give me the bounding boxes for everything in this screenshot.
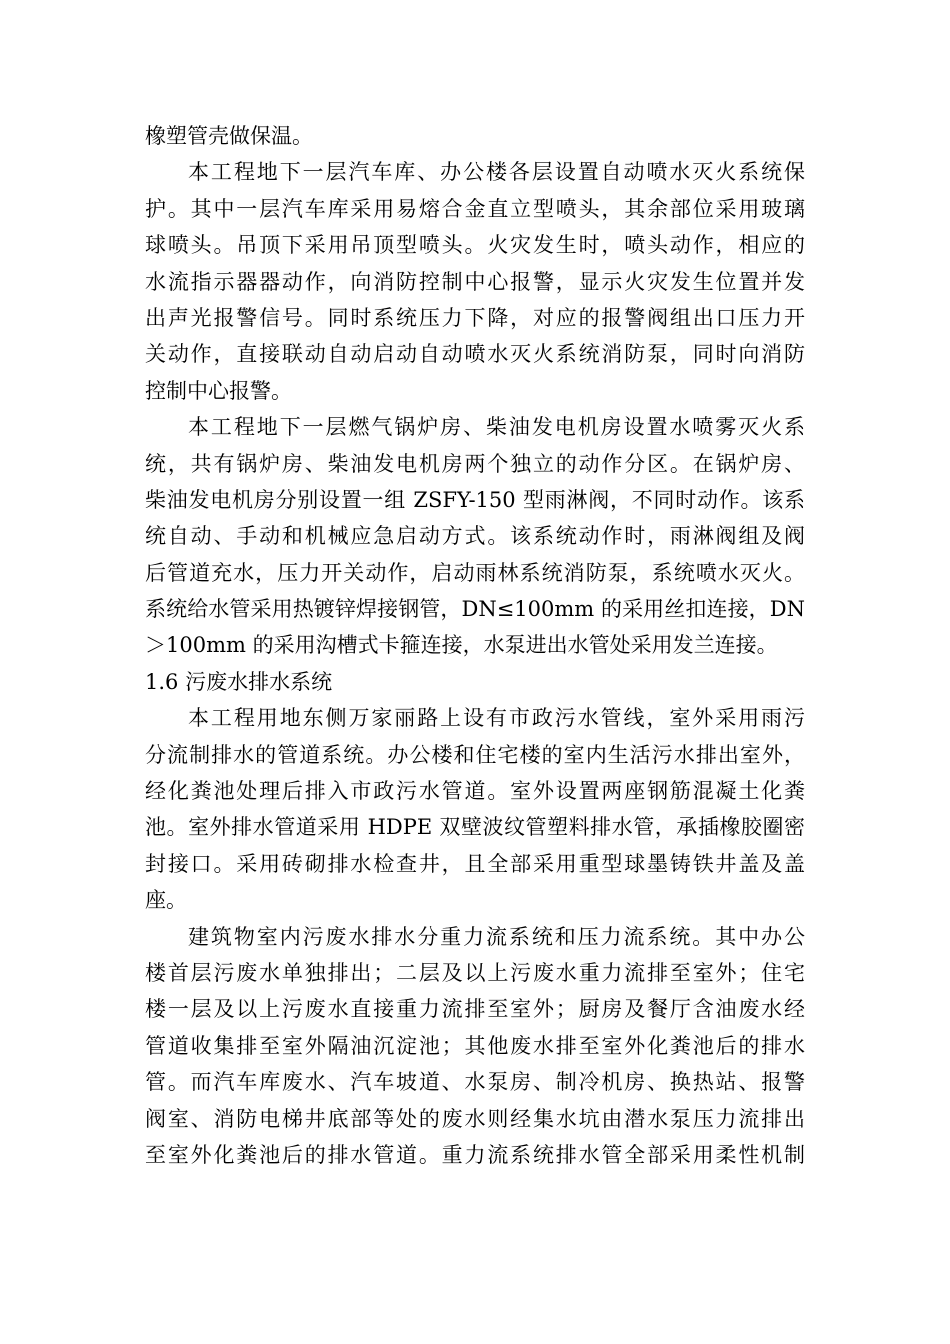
text-line: 系统给水管采用热镀锌焊接钢管，DN≤100mm 的采用丝扣连接，DN xyxy=(145,597,805,622)
text-line: ＞100mm 的采用沟槽式卡箍连接，水泵进出水管处采用发兰连接。 xyxy=(145,633,778,658)
document-body xyxy=(145,118,805,1173)
text-line: 关动作，直接联动自动启动自动喷水灭火系统消防泵，同时向消防 xyxy=(145,342,805,367)
text-line: 出声光报警信号。同时系统压力下降，对应的报警阀组出口压力开 xyxy=(145,305,805,330)
text-line: 统，共有锅炉房、柴油发电机房两个独立的动作分区。在锅炉房、 xyxy=(145,451,805,476)
text-line: 橡塑管壳做保温。 xyxy=(145,124,313,148)
text-line: 柴油发电机房分别设置一组 ZSFY-150 型雨淋阀，不同时动作。该系 xyxy=(145,487,805,512)
paragraph-start-line: 本工程用地东侧万家丽路上设有市政污水管线，室外采用雨污 xyxy=(188,706,805,731)
text-line: 管道收集排至室外隔油沉淀池；其他废水排至室外化粪池后的排水 xyxy=(145,1033,805,1058)
text-line: 封接口。采用砖砌排水检查井，且全部采用重型球墨铸铁井盖及盖 xyxy=(145,851,805,876)
text-line: 球喷头。吊顶下采用吊顶型喷头。火灾发生时，喷头动作，相应的 xyxy=(145,233,805,258)
section-heading: 1.6 污废水排水系统 xyxy=(145,669,333,694)
text-line: 控制中心报警。 xyxy=(145,378,292,403)
text-line: 水流指示器器动作，向消防控制中心报警，显示火灾发生位置并发 xyxy=(145,269,805,294)
text-line: 楼首层污废水单独排出；二层及以上污废水重力流排至室外；住宅 xyxy=(145,960,805,985)
text-line: 座。 xyxy=(145,888,187,913)
paragraph-start-line: 本工程地下一层燃气锅炉房、柴油发电机房设置水喷雾灭火系 xyxy=(188,415,805,440)
text-line: 经化粪池处理后排入市政污水管道。室外设置两座钢筋混凝土化粪 xyxy=(145,779,805,804)
text-line: 统自动、手动和机械应急启动方式。该系统动作时，雨淋阀组及阀 xyxy=(145,524,805,549)
text-line: 分流制排水的管道系统。办公楼和住宅楼的室内生活污水排出室外， xyxy=(145,742,805,767)
text-line: 至室外化粪池后的排水管道。重力流系统排水管全部采用柔性机制 xyxy=(145,1142,805,1167)
paragraph-start-line: 本工程地下一层汽车库、办公楼各层设置自动喷水灭火系统保 xyxy=(188,160,805,185)
text-line: 管。而汽车库废水、汽车坡道、水泵房、制冷机房、换热站、报警 xyxy=(145,1070,805,1095)
text-line: 护。其中一层汽车库采用易熔合金直立型喷头，其余部位采用玻璃 xyxy=(145,196,805,221)
text-line: 阀室、消防电梯井底部等处的废水则经集水坑由潜水泵压力流排出 xyxy=(145,1106,805,1131)
paragraph-start-line: 建筑物室内污废水排水分重力流系统和压力流系统。其中办公 xyxy=(188,924,805,949)
text-line: 池。室外排水管道采用 HDPE 双壁波纹管塑料排水管，承插橡胶圈密 xyxy=(145,815,805,840)
text-line: 楼一层及以上污废水直接重力流排至室外；厨房及餐厅含油废水经 xyxy=(145,997,805,1022)
text-line: 后管道充水，压力开关动作，启动雨林系统消防泵，系统喷水灭火。 xyxy=(145,560,805,585)
